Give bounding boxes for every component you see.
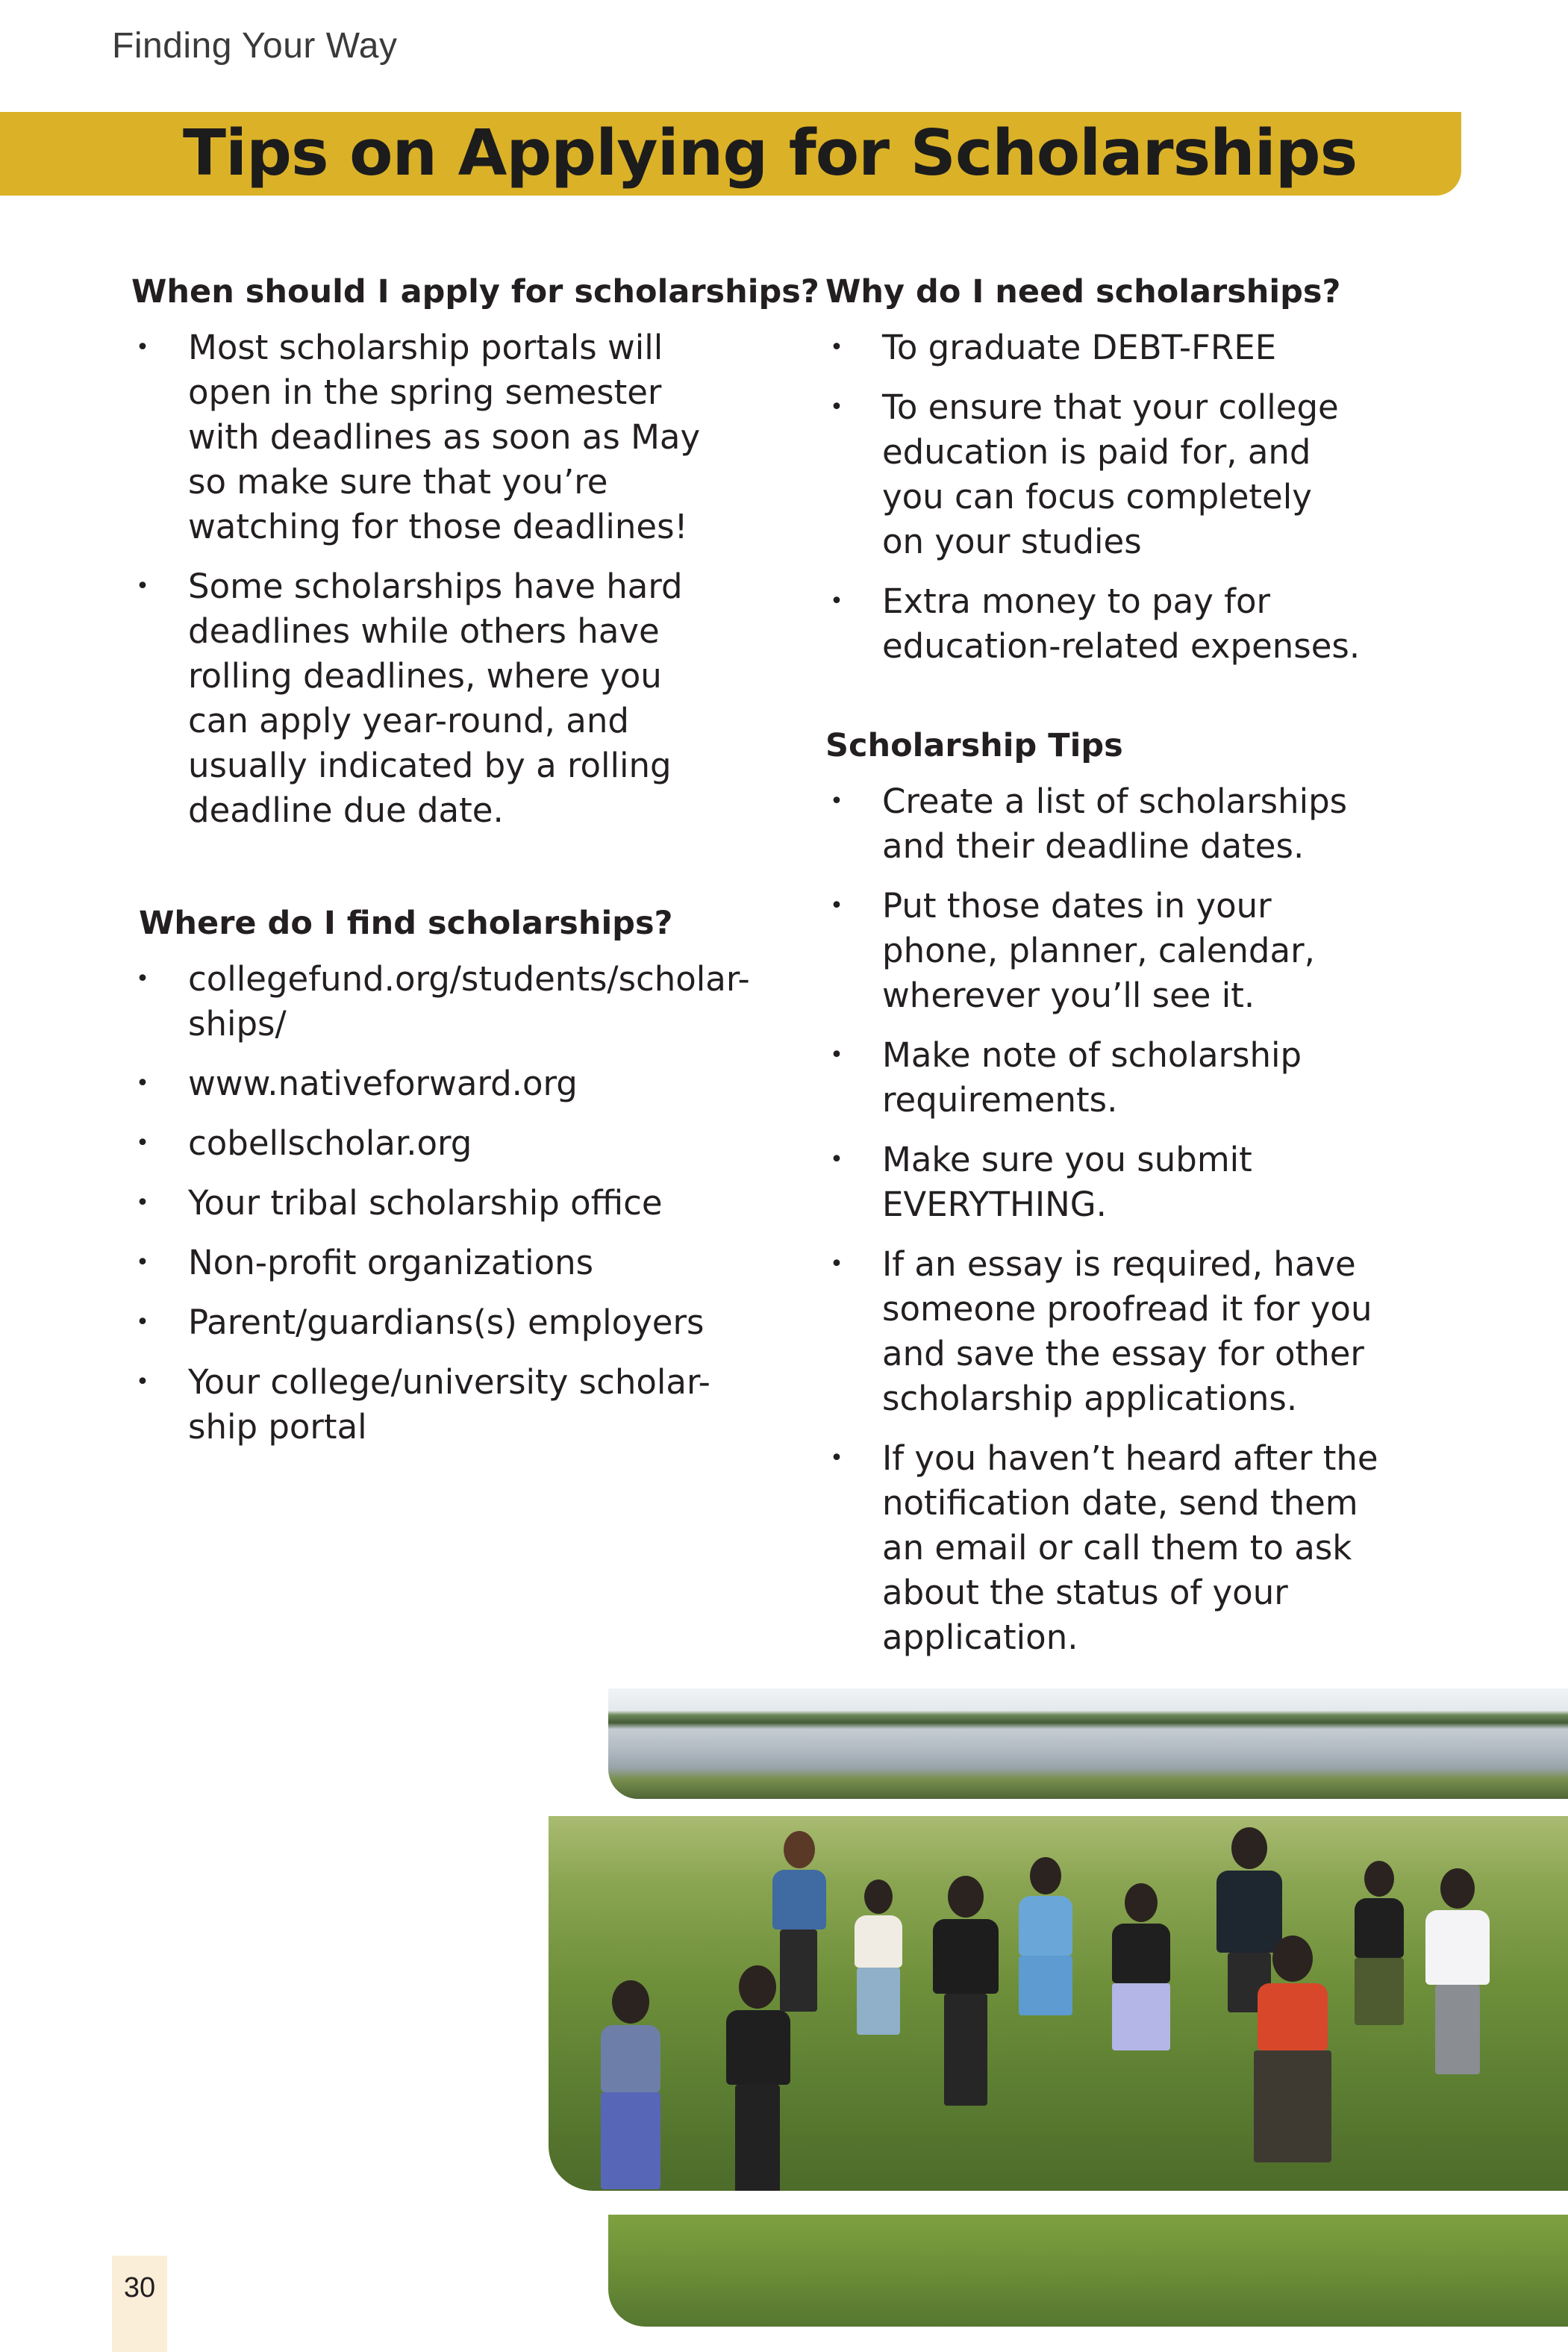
bullet-icon: • <box>830 1147 843 1173</box>
bullet-icon: • <box>136 1309 149 1335</box>
list-item-line: and save the essay for other <box>882 1334 1364 1373</box>
list-item <box>131 957 773 1046</box>
bullet-icon: • <box>136 1250 149 1276</box>
left-column <box>131 269 819 1464</box>
list-item-line: phone, planner, calendar, <box>882 931 1315 970</box>
list-item-line: ships/ <box>188 1004 287 1044</box>
list-item-line: application. <box>882 1618 1078 1657</box>
list-item <box>131 1360 773 1450</box>
list-item <box>825 385 1393 564</box>
list-item <box>825 884 1393 1018</box>
when-list <box>131 325 773 833</box>
list-item <box>825 1033 1393 1123</box>
list-item <box>131 1300 773 1345</box>
list-item-line: Non-profit organizations <box>188 1243 594 1282</box>
list-item-line: with deadlines as soon as May <box>188 417 701 457</box>
tips-list <box>825 779 1393 1660</box>
list-item <box>825 325 1393 370</box>
list-item-line: To ensure that your college <box>882 387 1339 427</box>
group-photo-in-meadow <box>549 1816 1568 2191</box>
list-item-line: Put those dates in your <box>882 886 1272 926</box>
list-item-line: collegefund.org/students/scholar- <box>188 959 750 999</box>
list-item-line: notification date, send them <box>882 1483 1358 1523</box>
list-item <box>131 1181 773 1226</box>
grass-landscape-photo <box>608 2215 1568 2327</box>
bullet-icon: • <box>136 1070 149 1097</box>
list-item-line: To graduate DEBT-FREE <box>882 328 1277 367</box>
list-item-line: can apply year-round, and <box>188 701 629 740</box>
list-item-line: Some scholarships have hard <box>188 567 683 606</box>
why-list <box>825 325 1393 669</box>
list-item <box>825 579 1393 669</box>
list-item-line: deadline due date. <box>188 790 504 830</box>
list-item <box>131 1061 773 1106</box>
list-item-line: rolling deadlines, where you <box>188 656 662 696</box>
bullet-icon: • <box>830 334 843 361</box>
page-number: 30 <box>123 2272 156 2303</box>
list-item-line: If you haven’t heard after the <box>882 1438 1378 1478</box>
bullet-icon: • <box>136 1369 149 1395</box>
list-item-line: Make note of scholarship <box>882 1035 1302 1075</box>
page-title: Tips on Applying for Scholarships <box>183 116 1358 190</box>
list-item <box>131 1121 773 1166</box>
list-item-line: an email or call them to ask <box>882 1528 1352 1568</box>
bullet-icon: • <box>830 588 843 614</box>
list-item-line: Your college/university scholar- <box>188 1362 710 1402</box>
where-list <box>131 957 773 1450</box>
list-item-line: watching for those deadlines! <box>188 507 688 546</box>
list-item-line: Most scholarship portals will <box>188 328 663 367</box>
running-head: Finding Your Way <box>112 26 398 66</box>
bullet-icon: • <box>830 1251 843 1277</box>
bullet-icon: • <box>830 1042 843 1068</box>
list-item-line: about the status of your <box>882 1573 1288 1612</box>
list-item-line: someone proofread it for you <box>882 1289 1372 1329</box>
bullet-icon: • <box>136 1130 149 1156</box>
list-item-line: education-related expenses. <box>882 626 1361 666</box>
list-item-line: open in the spring semester <box>188 372 662 412</box>
list-item-line: you can focus completely <box>882 477 1312 517</box>
list-item-line: cobellscholar.org <box>188 1123 472 1163</box>
lake-landscape-photo <box>608 1688 1568 1799</box>
bullet-icon: • <box>830 1445 843 1471</box>
list-item-line: www.nativeforward.org <box>188 1064 578 1103</box>
list-item-line: so make sure that you’re <box>188 462 608 502</box>
list-item-line: and their deadline dates. <box>882 826 1305 866</box>
list-item-line: requirements. <box>882 1080 1118 1120</box>
list-item-line: Your tribal scholarship office <box>188 1183 663 1223</box>
section-heading-tips: Scholarship Tips <box>825 727 1123 764</box>
bullet-icon: • <box>830 788 843 814</box>
list-item-line: deadlines while others have <box>188 611 660 651</box>
bullet-icon: • <box>830 394 843 420</box>
bullet-icon: • <box>136 1190 149 1216</box>
list-item <box>825 1242 1393 1421</box>
list-item-line: on your studies <box>882 522 1142 561</box>
list-item <box>131 1241 773 1285</box>
section-heading-where: Where do I find scholarships? <box>139 905 673 942</box>
list-item-line: ship portal <box>188 1407 367 1447</box>
list-item <box>825 1138 1393 1227</box>
list-item-line: Make sure you submit <box>882 1140 1252 1179</box>
list-item-line: Extra money to pay for <box>882 581 1271 621</box>
bullet-icon: • <box>136 334 149 361</box>
right-column <box>825 269 1393 1675</box>
bullet-icon: • <box>136 573 149 599</box>
section-heading-when: When should I apply for scholarships? <box>131 273 819 311</box>
list-item <box>131 564 773 833</box>
list-item-line: If an essay is required, have <box>882 1244 1356 1284</box>
list-item-line: wherever you’ll see it. <box>882 976 1255 1015</box>
list-item-line: usually indicated by a rolling <box>188 746 672 785</box>
list-item-line: education is paid for, and <box>882 432 1311 472</box>
list-item <box>131 325 773 549</box>
list-item <box>825 1436 1393 1660</box>
list-item-line: EVERYTHING. <box>882 1185 1107 1224</box>
list-item-line: scholarship applications. <box>882 1379 1298 1418</box>
list-item-line: Parent/guardians(s) employers <box>188 1303 705 1342</box>
list-item <box>825 779 1393 869</box>
list-item-line: Create a list of scholarships <box>882 782 1348 821</box>
section-heading-why: Why do I need scholarships? <box>825 273 1341 311</box>
bullet-icon: • <box>830 893 843 919</box>
bullet-icon: • <box>136 966 149 992</box>
